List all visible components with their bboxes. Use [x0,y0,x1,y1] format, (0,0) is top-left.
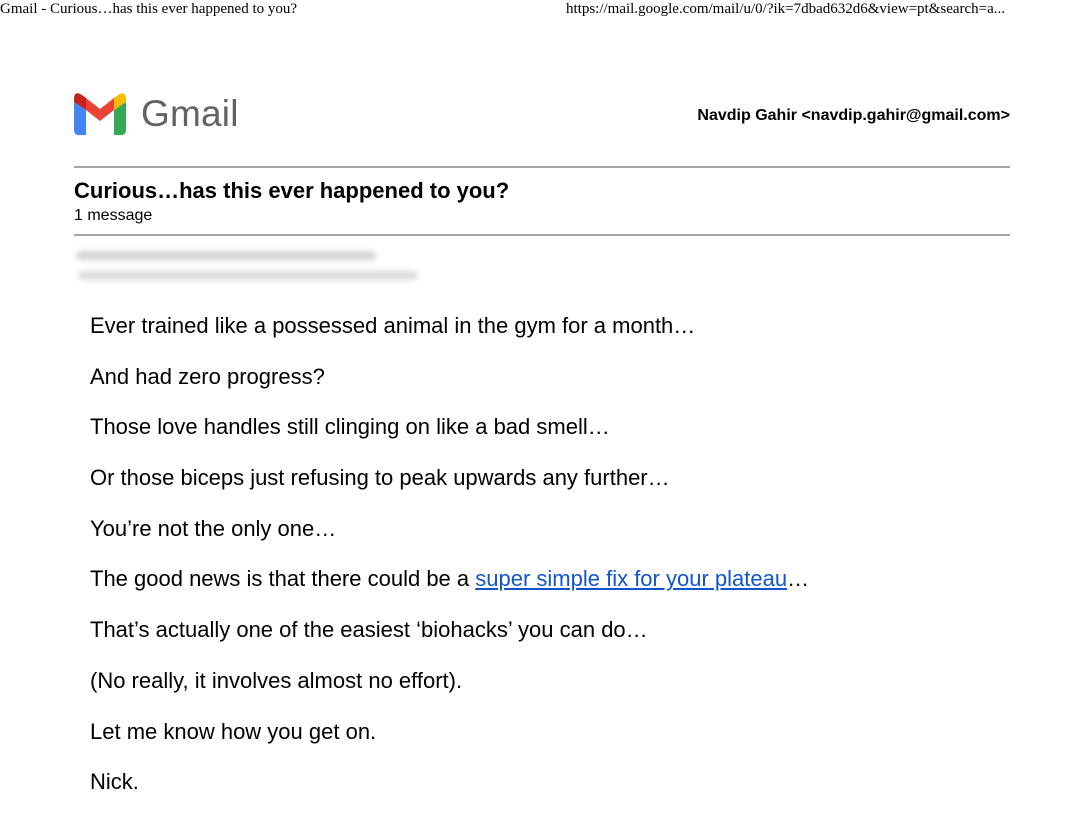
body-paragraph: Let me know how you get on. [90,718,377,744]
body-paragraph: That’s actually one of the easiest ‘biohacks’ you can do… [90,617,648,643]
gmail-m-icon [74,93,126,135]
gmail-logo [74,92,239,136]
body-paragraph: You’re not the only one… [90,515,337,541]
message-body [90,312,990,819]
redacted-sender-line [76,251,376,260]
sender-info-redacted [72,243,434,287]
print-url: https://mail.google.com/mail/u/0/?ik=7dbad632d6&view=pt&search=a... [566,1,1006,17]
message-count: 1 message [74,207,153,224]
link-line-before: The good news is that there could be a [90,566,476,592]
header-divider [74,166,1010,168]
thread-subject: Curious…has this ever happened to you? [74,178,510,203]
redacted-recipient-line [78,271,418,280]
print-header [0,0,1085,20]
plateau-fix-link[interactable]: super simple fix for your plateau [475,566,788,592]
body-paragraph: Or those biceps just refusing to peak upwards any further… [90,465,670,491]
link-line-after: … [787,566,810,592]
body-paragraph: Ever trained like a possessed animal in the gym for a month… [90,313,696,338]
gmail-logo-text: Gmail [141,93,239,134]
body-paragraph-with-link [90,565,990,616]
body-paragraph: Those love handles still clinging on like a bad smell… [90,414,610,440]
subject-divider [74,234,1010,236]
print-title: Gmail - Curious…has this ever happened to you? [0,1,298,17]
account-label: Navdip Gahir <navdip.gahir@gmail.com> [697,107,1010,124]
body-paragraph: (No really, it involves almost no effort). [90,667,463,693]
signature: Nick. [90,769,139,795]
body-paragraph: And had zero progress? [90,363,325,389]
